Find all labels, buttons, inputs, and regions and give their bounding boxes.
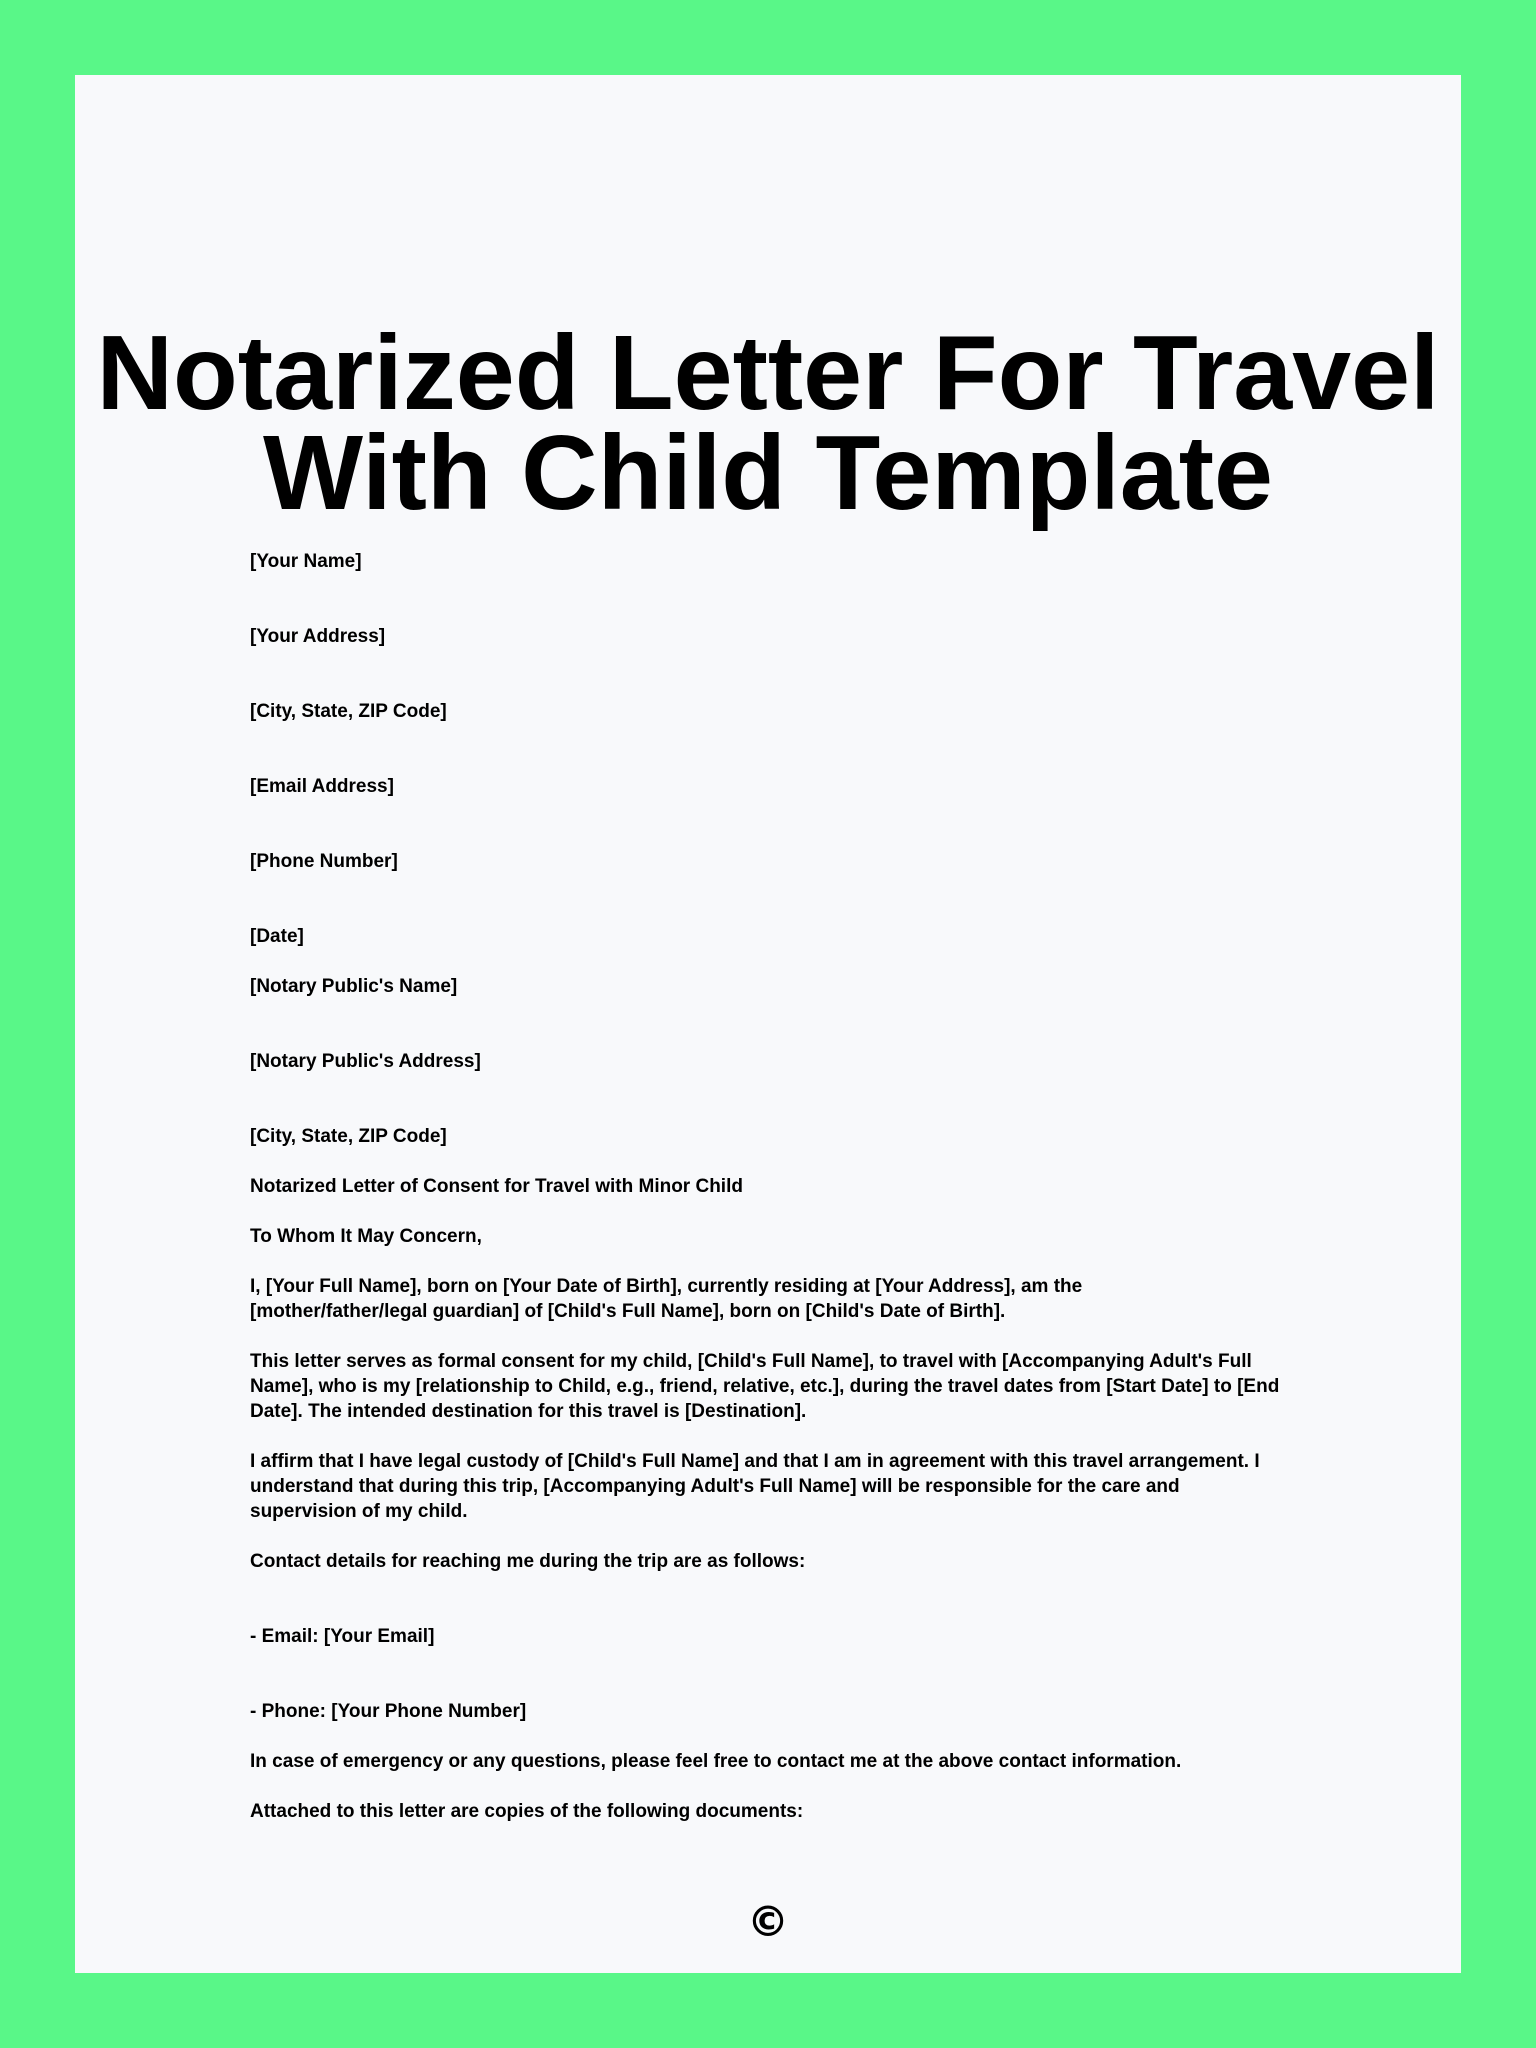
title-line-2: With Child Template xyxy=(263,414,1273,532)
recipient-address: [Notary Public's Address] xyxy=(250,1051,481,1072)
recipient-city-state-zip: [City, State, ZIP Code] xyxy=(250,1126,447,1147)
letter-subject: Notarized Letter of Consent for Travel with Minor Child xyxy=(250,1176,743,1197)
sender-address: [Your Address] xyxy=(250,626,386,647)
sender-city-state-zip: [City, State, ZIP Code] xyxy=(250,701,447,722)
sender-name: [Your Name] xyxy=(250,551,362,572)
paragraph-custody: I affirm that I have legal custody of [Child's Full Name] and that I am in agreement with this travel arrangement. I understand that during this trip, [Accompanying Adult's Full Name] will be responsible for the care and supervision of my child. xyxy=(250,1451,1260,1522)
contact-item-email: - Email: [Your Email] xyxy=(250,1626,435,1647)
attachments-intro: Attached to this letter are copies of the following documents: xyxy=(250,1801,804,1822)
emergency-note: In case of emergency or any questions, please feel free to contact me at the above contact information. xyxy=(250,1751,1182,1772)
paragraph-consent: This letter serves as formal consent for my child, [Child's Full Name], to travel with [Accompanying Adult's Full Name], who is my [relationship to Child, e.g., friend, relative, etc.], during the travel dates from [Start Date] to [End Date]. The intended destination for this travel is [Destination]. xyxy=(250,1351,1280,1422)
recipient-name: [Notary Public's Name] xyxy=(250,976,458,997)
copyright-icon: © xyxy=(747,1897,789,1946)
title-line-1: Notarized Letter For Travel xyxy=(96,314,1440,432)
letter-date: [Date] xyxy=(250,926,304,947)
sender-email: [Email Address] xyxy=(250,776,394,797)
contact-intro: Contact details for reaching me during the trip are as follows: xyxy=(250,1551,806,1572)
contact-item-phone: - Phone: [Your Phone Number] xyxy=(250,1701,527,1722)
salutation: To Whom It May Concern, xyxy=(250,1226,482,1247)
document-page xyxy=(75,75,1461,1973)
document-title xyxy=(75,314,1461,532)
paragraph-identity: I, [Your Full Name], born on [Your Date of Birth], currently residing at [Your Address], am the [mother/father/legal guardian] of [Child's Full Name], born on [Child's Date of Birth]. xyxy=(250,1276,1083,1322)
sender-phone: [Phone Number] xyxy=(250,851,398,872)
